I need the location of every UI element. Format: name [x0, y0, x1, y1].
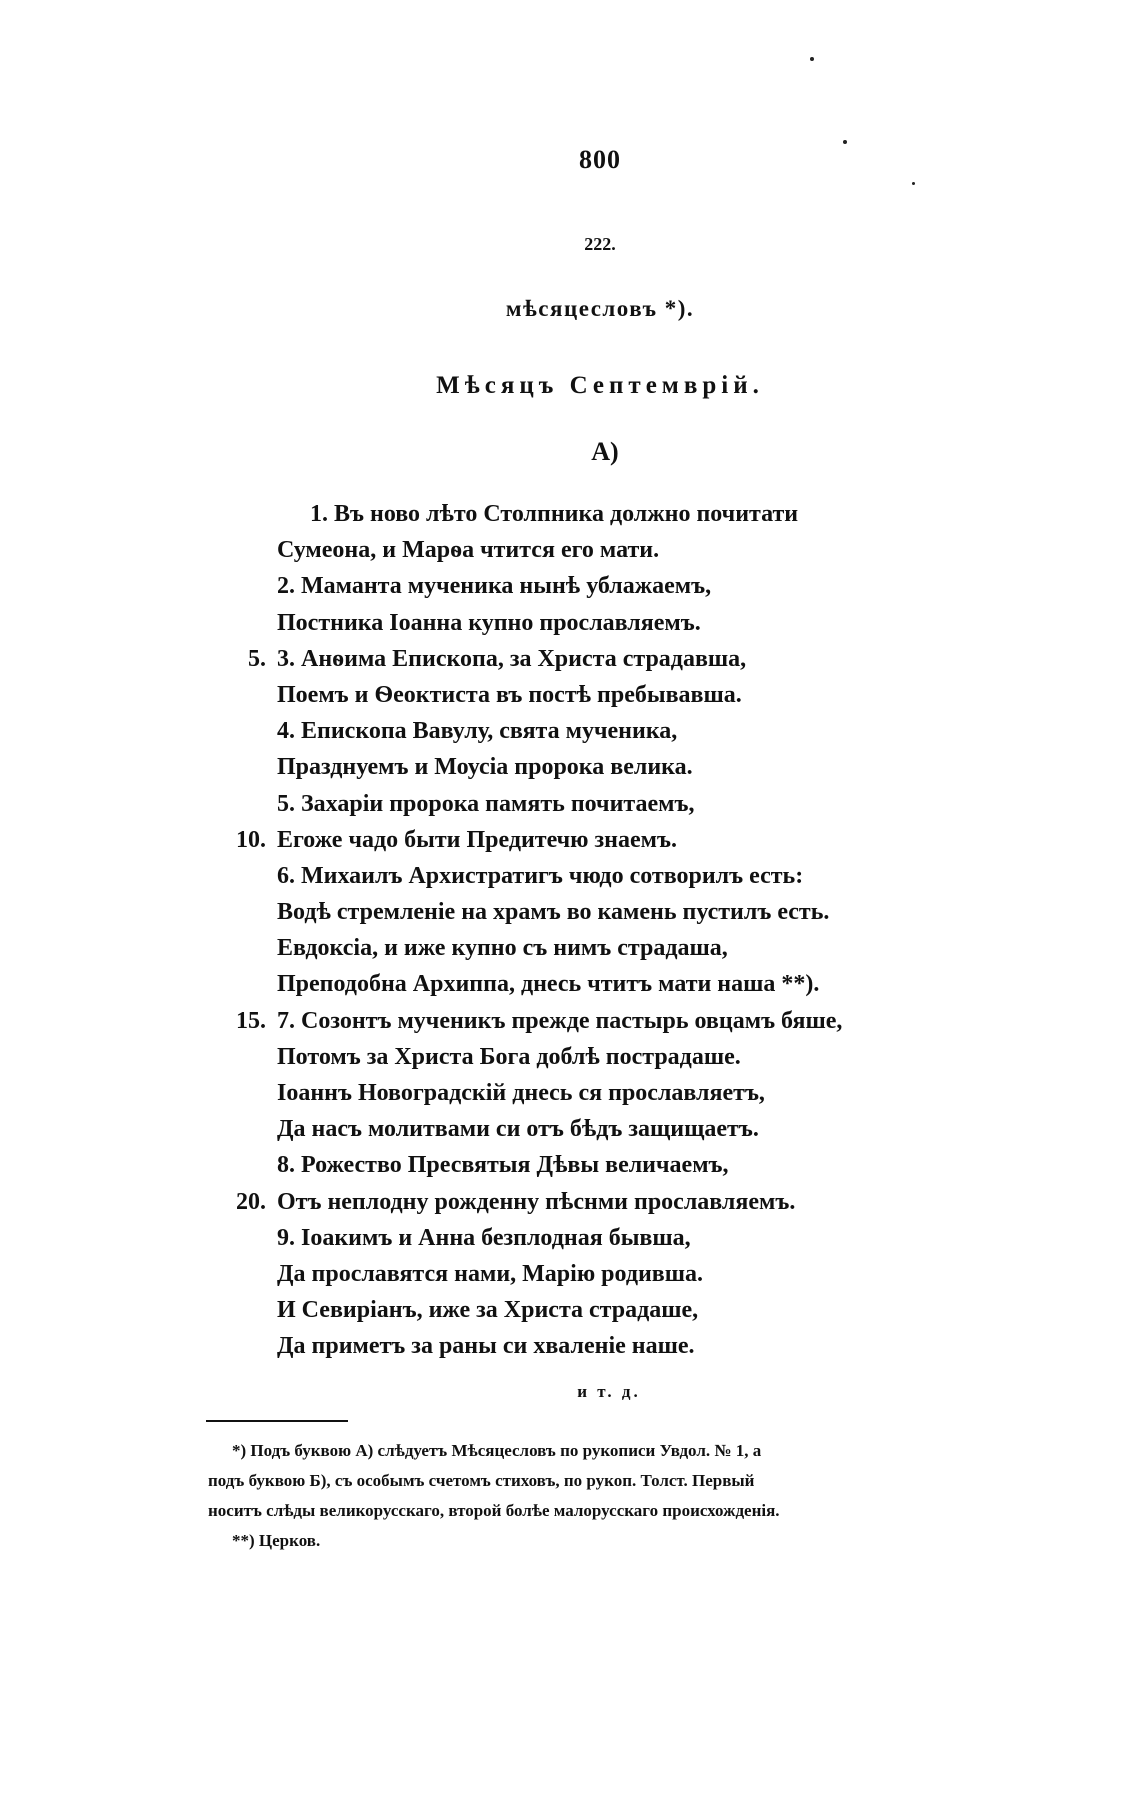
section-label: А) [591, 437, 619, 466]
verse-line [0, 896, 1140, 932]
verse-line [0, 715, 1140, 751]
verse-text: Преподобна Архиппа, днесь чтитъ мати наша **). [277, 971, 820, 998]
verse-line [0, 1294, 1140, 1330]
verse-text: 1. Въ ново лѣто Столпника должно почитати [310, 501, 799, 527]
verse-text: Празднуемъ и Моусіа пророка велика. [277, 754, 693, 781]
verse-text: 8. Рожество Пресвятыя Дѣвы величаемъ, [277, 1152, 729, 1179]
verse-text: 7. Созонтъ мученикъ прежде пастырь овцамъ бяше, [277, 1007, 843, 1034]
print-speck [912, 182, 915, 185]
line-number: 10. [236, 826, 266, 853]
month-heading: Мѣсяцъ Септемврій. [436, 372, 764, 399]
footnote-line: *) Подъ буквою А) слѣдуетъ Мѣсяцесловъ по рукописи Увдол. № 1, а [232, 1441, 762, 1460]
verse-line [0, 534, 1140, 570]
verse-line [0, 570, 1140, 606]
verse-text: 6. Михаилъ Архистратигъ чюдо сотворилъ есть: [277, 862, 804, 889]
page-number: 800 [579, 145, 621, 174]
verse-text: Сумеона, и Марѳа чтится его мати. [277, 537, 660, 564]
verse-list [0, 498, 1140, 1367]
verse-line [0, 1186, 1140, 1222]
footnote-rule [206, 1420, 348, 1422]
footnotes [208, 1436, 1003, 1556]
verse-text: 9. Іоакимъ и Анна безплодная бывша, [277, 1224, 691, 1251]
verse-line [0, 1258, 1140, 1294]
footnote-line: подъ буквою Б), съ особымъ счетомъ стиховъ, по рукоп. Толст. Первый [208, 1471, 755, 1490]
footnote-line: носитъ слѣды великорусскаго, второй болѣе малорусскаго происхожденія. [208, 1501, 780, 1520]
verse-line [0, 679, 1140, 715]
verse-line [0, 1113, 1140, 1149]
verse-line [0, 751, 1140, 787]
verse-text: Евдоксіа, и иже купно съ нимъ страдаша, [277, 935, 728, 962]
verse-line [0, 1222, 1140, 1258]
verse-text: 2. Маманта мученика нынѣ ублажаемъ, [277, 573, 712, 600]
document-title: мѣсяцесловъ *). [505, 296, 695, 321]
verse-line [0, 824, 1140, 860]
footnote-line: **) Церков. [232, 1531, 321, 1550]
verse-line [0, 1149, 1140, 1185]
verse-text: Іоаннъ Новоградскій днесь ся прославляетъ, [277, 1080, 765, 1106]
verse-text: Да прославятся нами, Марію родивша. [277, 1260, 704, 1287]
verse-text: Да насъ молитвами си отъ бѣдъ защищаетъ. [277, 1116, 759, 1143]
verse-line [0, 968, 1140, 1004]
line-number: 15. [236, 1007, 266, 1034]
item-number: 222. [584, 234, 616, 254]
verse-line [0, 498, 1140, 534]
print-speck [810, 57, 814, 61]
verse-line [0, 1330, 1140, 1366]
verse-line [0, 643, 1140, 679]
verse-line [0, 932, 1140, 968]
verse-line [0, 1077, 1140, 1113]
print-speck [843, 140, 847, 144]
verse-text: Поемъ и Ѳеоктиста въ постѣ пребывавша. [277, 681, 742, 708]
line-number: 5. [248, 645, 266, 672]
verse-text: Егоже чадо быти Предитечю знаемъ. [277, 826, 677, 853]
line-number: 20. [236, 1188, 266, 1215]
verse-text: Отъ неплодну рожденну пѣснми прославляемъ. [277, 1188, 796, 1215]
verse-line [0, 607, 1140, 643]
verse-line [0, 1041, 1140, 1077]
verse-line [0, 860, 1140, 896]
verse-text: 4. Епископа Вавулу, свята мученика, [277, 718, 678, 745]
end-mark: и т. д. [577, 1382, 641, 1401]
verse-text: Потомъ за Христа Бога доблѣ пострадаше. [277, 1043, 741, 1070]
verse-line [0, 1005, 1140, 1041]
verse-text: 5. Захаріи пророка память почитаемъ, [277, 790, 695, 817]
verse-text: И Севиріанъ, иже за Христа страдаше, [277, 1297, 699, 1324]
verse-text: Водѣ стремленіе на храмъ во камень пустилъ есть. [277, 899, 830, 926]
verse-line [0, 788, 1140, 824]
verse-text: 3. Анѳима Епископа, за Христа страдавша, [277, 645, 747, 672]
verse-text: Постника Іоанна купно прославляемъ. [277, 609, 701, 636]
verse-text: Да приметъ за раны си хваленіе наше. [277, 1333, 695, 1360]
